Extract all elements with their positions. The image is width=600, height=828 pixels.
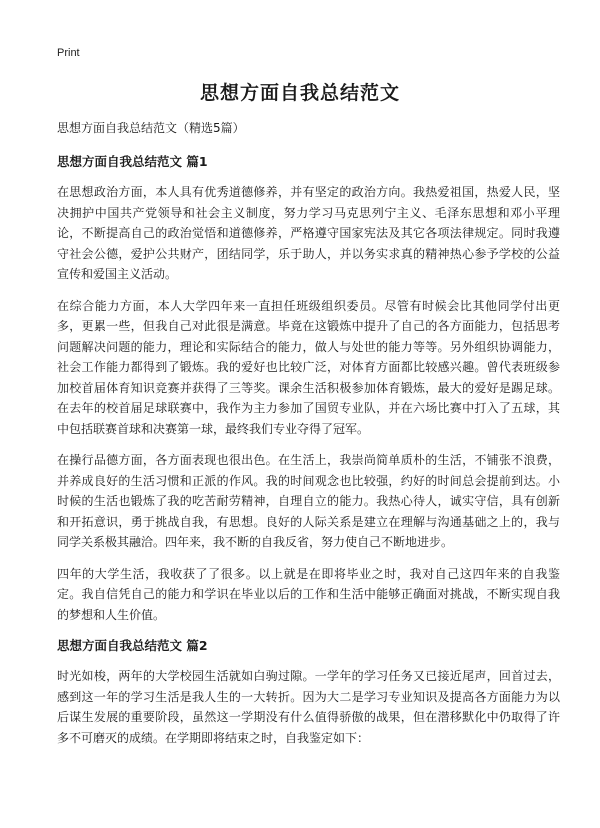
document-body xyxy=(57,118,560,759)
paragraph: 在思想政治方面，本人具有优秀道德修养，并有坚定的政治方向。我热爱祖国，热爱人民，坚决拥护中国共产党领导和社会主义制度，努力学习马克思列宁主义、毛泽东思想和邓小平理论，不断提高自己的政治觉悟和道德修养，严格遵守国家宪法及其它各项法律规定。同时我遵守社会公德，爱护公共财产，团结同学，乐于助人，并以务实求真的精神热心参予学校的公益宣传和爱国主义活动。 xyxy=(57,185,560,281)
paragraph: 在综合能力方面，本人大学四年来一直担任班级组织委员。尽管有时候会比其他同学付出更多，更累一些，但我自己对此很是满意。毕竟在这锻炼中提升了自己的各方面能力，包括思考问题解决问题的能力，理论和实际结合的能力，做人与处世的能力等等。另外组织协调能力，社会工作能力都得到了锻炼。我的爱好也比较广泛，对体育方面都比较感兴趣。曾代表班级参加校首届体育知识竞赛并获得了三等奖。课余生活积极参加体育锻炼，最大的爱好是踢足球。在去年的校首届足球联赛中，我作为主力参加了国贸专业队，并在六场比赛中打入了五球，其中包括联赛首球和决赛第一球，最终我们专业夺得了冠军。 xyxy=(57,298,560,436)
section-heading: 思想方面自我总结范文 篇2 xyxy=(57,638,208,653)
section-heading: 思想方面自我总结范文 篇1 xyxy=(57,154,208,169)
document-title: 思想方面自我总结范文 xyxy=(199,82,400,104)
print-link[interactable]: Print xyxy=(57,47,80,59)
section-1 xyxy=(57,152,560,625)
paragraph: 时光如梭，两年的大学校园生活就如白驹过隙。一学年的学习任务又已接近尾声，回首过去，感到这一年的学习生活是我人生的一大转折。因为大二是学习专业知识及提高各方面能力为以后谋生发展的重要阶段，虽然这一学期没有什么值得骄傲的战果，但在潜移默化中仍取得了许多不可磨灭的成绩。在学期即将结束之时，自我鉴定如下： xyxy=(57,669,560,745)
document-subtitle: 思想方面自我总结范文（精选5篇） xyxy=(57,121,245,135)
section-2 xyxy=(57,636,560,748)
paragraph: 在操行品德方面，各方面表现也很出色。在生活上，我崇尚简单质朴的生活，不铺张不浪费，并养成良好的生活习惯和正派的作风。我的时间观念也比较强，约好的时间总会提前到达。小时候的生活也锻炼了我的吃苦耐劳精神，自理自立的能力。我热心待人，诚实守信，具有创新和开拓意识，勇于挑战自我，有思想。良好的人际关系是建立在理解与沟通基础之上的，我与同学关系极其融洽。四年来，我不断的自我反省，努力使自己不断地进步。 xyxy=(57,453,560,549)
paragraph: 四年的大学生活，我收获了了很多。以上就是在即将毕业之时，我对自己这四年来的自我鉴定。我自信凭自己的能力和学识在毕业以后的工作和生活中能够正确面对挑战，不断实现自我的梦想和人生价值。 xyxy=(57,566,560,622)
